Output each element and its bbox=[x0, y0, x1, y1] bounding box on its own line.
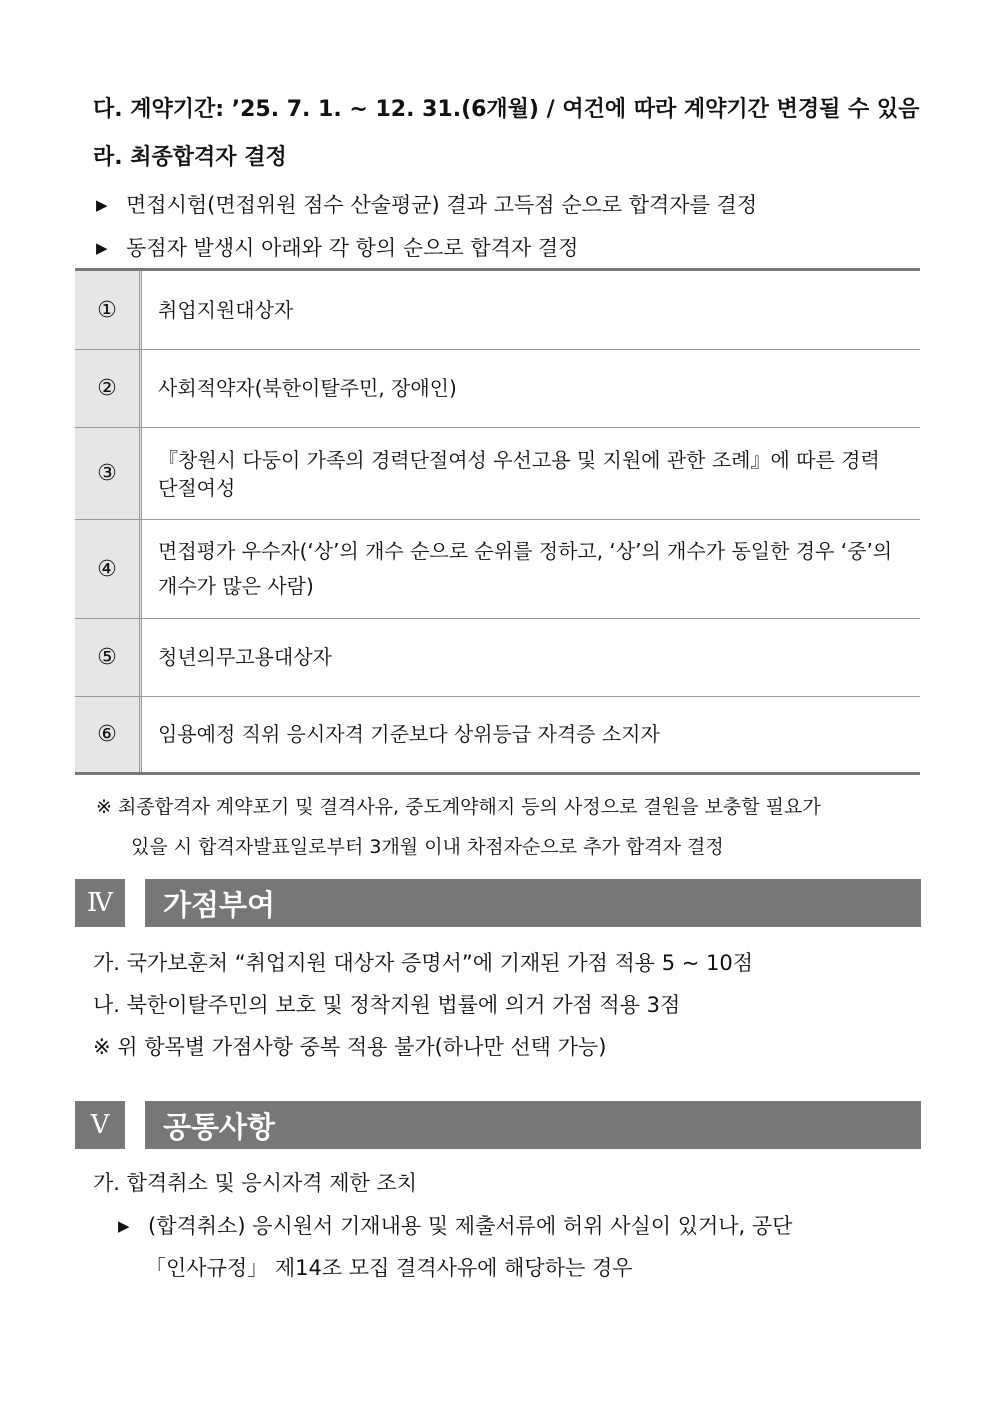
section-number: Ⅴ bbox=[75, 1101, 125, 1149]
bullet-text: 면접시험(면접위원 점수 산술평균) 결과 고득점 순으로 합격자를 결정 bbox=[126, 193, 758, 217]
section-header bbox=[75, 879, 921, 927]
table-row bbox=[75, 619, 920, 697]
section-title: 가점부여 bbox=[145, 879, 921, 927]
table-row bbox=[75, 271, 920, 350]
row-number: ① bbox=[75, 271, 142, 349]
row-text: 『창원시 다둥이 가족의 경력단절여성 우선고용 및 지원에 관한 조례』에 따른 경력단절여성 bbox=[158, 447, 880, 500]
arrow-icon: ▶ bbox=[96, 239, 108, 257]
subitem-text: (합격취소) 응시원서 기재내용 및 제출서류에 허위 사실이 있거나, 공단 bbox=[148, 1214, 793, 1238]
row-number: ② bbox=[75, 350, 142, 427]
common-subitem bbox=[118, 1210, 792, 1240]
row-text: 취업지원대상자 bbox=[158, 297, 294, 322]
contract-period: 다. 계약기간: ’25. 7. 1. ~ 12. 31.(6개월) / 여건에 따라 계약기간 변경될 수 있음 bbox=[93, 97, 920, 122]
bullet-item bbox=[96, 232, 578, 262]
row-number: ⑤ bbox=[75, 619, 142, 696]
row-text: 사회적약자(북한이탈주민, 장애인) bbox=[158, 376, 457, 400]
row-number: ③ bbox=[75, 428, 142, 519]
tiebreak-table bbox=[75, 268, 920, 775]
section-number: Ⅳ bbox=[75, 879, 125, 927]
row-text: 임용예정 직위 응시자격 기준보다 상위등급 자격증 소지자 bbox=[158, 722, 660, 746]
section-header bbox=[75, 1101, 921, 1149]
bonus-item: 가. 국가보훈처 “취업지원 대상자 증명서”에 기재된 가점 적용 5 ~ 10점 bbox=[93, 951, 754, 975]
final-heading: 라. 최종합격자 결정 bbox=[93, 145, 287, 170]
bonus-item: 나. 북한이탈주민의 보호 및 정착지원 법률에 의거 가점 적용 3점 bbox=[93, 993, 681, 1017]
arrow-icon: ▶ bbox=[96, 196, 108, 214]
bullet-text: 동점자 발생시 아래와 각 항의 순으로 합격자 결정 bbox=[126, 236, 579, 260]
table-row bbox=[75, 697, 920, 772]
common-item: 가. 합격취소 및 응시자격 제한 조치 bbox=[93, 1171, 418, 1195]
row-number: ④ bbox=[75, 520, 142, 618]
section-title: 공통사항 bbox=[145, 1101, 921, 1149]
arrow-icon: ▶ bbox=[118, 1217, 130, 1235]
bonus-note: ※ 위 항목별 가점사항 중복 적용 불가(하나만 선택 가능) bbox=[93, 1035, 607, 1059]
table-row bbox=[75, 520, 920, 619]
row-text: 청년의무고용대상자 bbox=[158, 645, 332, 669]
table-row bbox=[75, 350, 920, 428]
common-subitem-cont: 「인사규정」 제14조 모집 결격사유에 해당하는 경우 bbox=[145, 1256, 633, 1280]
row-number: ⑥ bbox=[75, 697, 142, 772]
row-text: 면접평가 우수자(‘상’의 개수 순으로 순위를 정하고, ‘상’의 개수가 동일한 경우 ‘중’의 개수가 많은 사람) bbox=[158, 539, 893, 598]
note-line: 있을 시 합격자발표일로부터 3개월 이내 차점자순으로 추가 합격자 결정 bbox=[131, 836, 724, 858]
bullet-item bbox=[96, 189, 757, 219]
note-line: ※ 최종합격자 계약포기 및 결격사유, 중도계약해지 등의 사정으로 결원을 보충할 필요가 bbox=[96, 796, 821, 818]
table-row bbox=[75, 428, 920, 520]
